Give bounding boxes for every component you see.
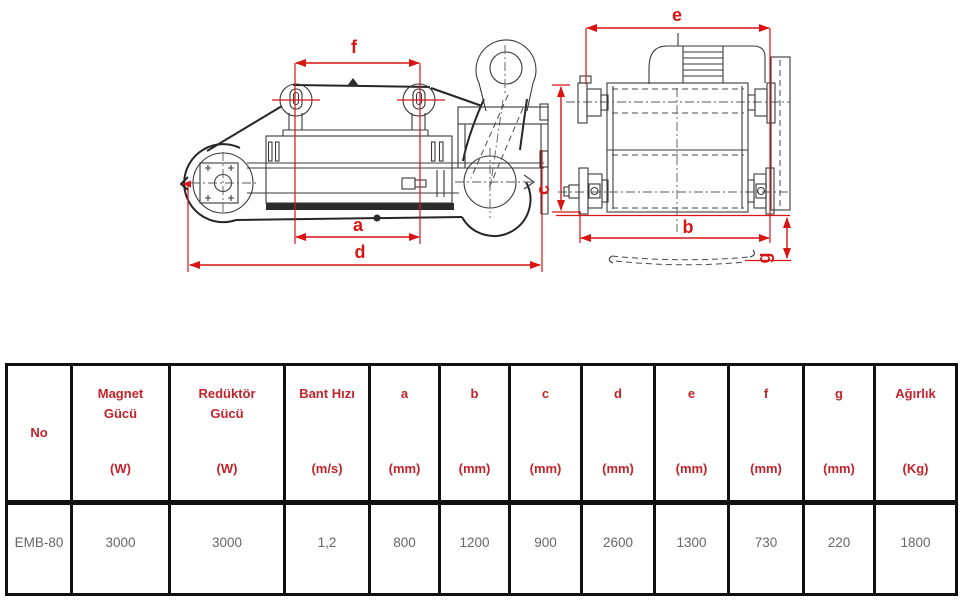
- cell-f: 730: [729, 503, 804, 595]
- cell-a: 800: [370, 503, 440, 595]
- cell-bant-hizi: 1,2: [285, 503, 370, 595]
- table-row: [7, 503, 957, 595]
- cell-c: 900: [510, 503, 582, 595]
- cell-b: 1200: [440, 503, 510, 595]
- dim-label-a: a: [352, 215, 364, 235]
- dim-label-b: b: [682, 217, 694, 237]
- dim-label-e: e: [671, 5, 683, 25]
- side-view: [181, 40, 548, 236]
- col-header-c: c (mm): [510, 365, 582, 503]
- col-header-no: No: [7, 365, 72, 503]
- col-header-magnet-gucu: Magnet Gücü (W): [72, 365, 170, 503]
- cell-g: 220: [804, 503, 875, 595]
- col-header-b: b (mm): [440, 365, 510, 503]
- col-header-f: f (mm): [729, 365, 804, 503]
- col-header-g: g (mm): [804, 365, 875, 503]
- cell-model-no: EMB-80: [7, 503, 72, 595]
- dim-label-c: c: [533, 184, 553, 196]
- col-header-a: a (mm): [370, 365, 440, 503]
- col-header-d: d (mm): [582, 365, 655, 503]
- cell-d: 2600: [582, 503, 655, 595]
- header-row: [7, 365, 957, 503]
- col-header-agirlik: Ağırlık (Kg): [875, 365, 957, 503]
- dimension-f: [272, 37, 445, 244]
- cell-magnet-gucu: 3000: [72, 503, 170, 595]
- dim-label-d: d: [354, 242, 366, 262]
- col-header-bant-hizi: Bant Hızı (m/s): [285, 365, 370, 503]
- dim-label-f: f: [351, 37, 357, 57]
- cell-agirlik: 1800: [875, 503, 957, 595]
- dim-label-g: g: [754, 252, 774, 264]
- end-view: [558, 33, 790, 265]
- cell-e: 1300: [655, 503, 729, 595]
- cell-reduktor-gucu: 3000: [170, 503, 285, 595]
- dimension-b: [556, 212, 790, 243]
- spec-table: [5, 363, 958, 596]
- col-header-e: e (mm): [655, 365, 729, 503]
- col-header-reduktor-gucu: Redüktör Gücü (W): [170, 365, 285, 503]
